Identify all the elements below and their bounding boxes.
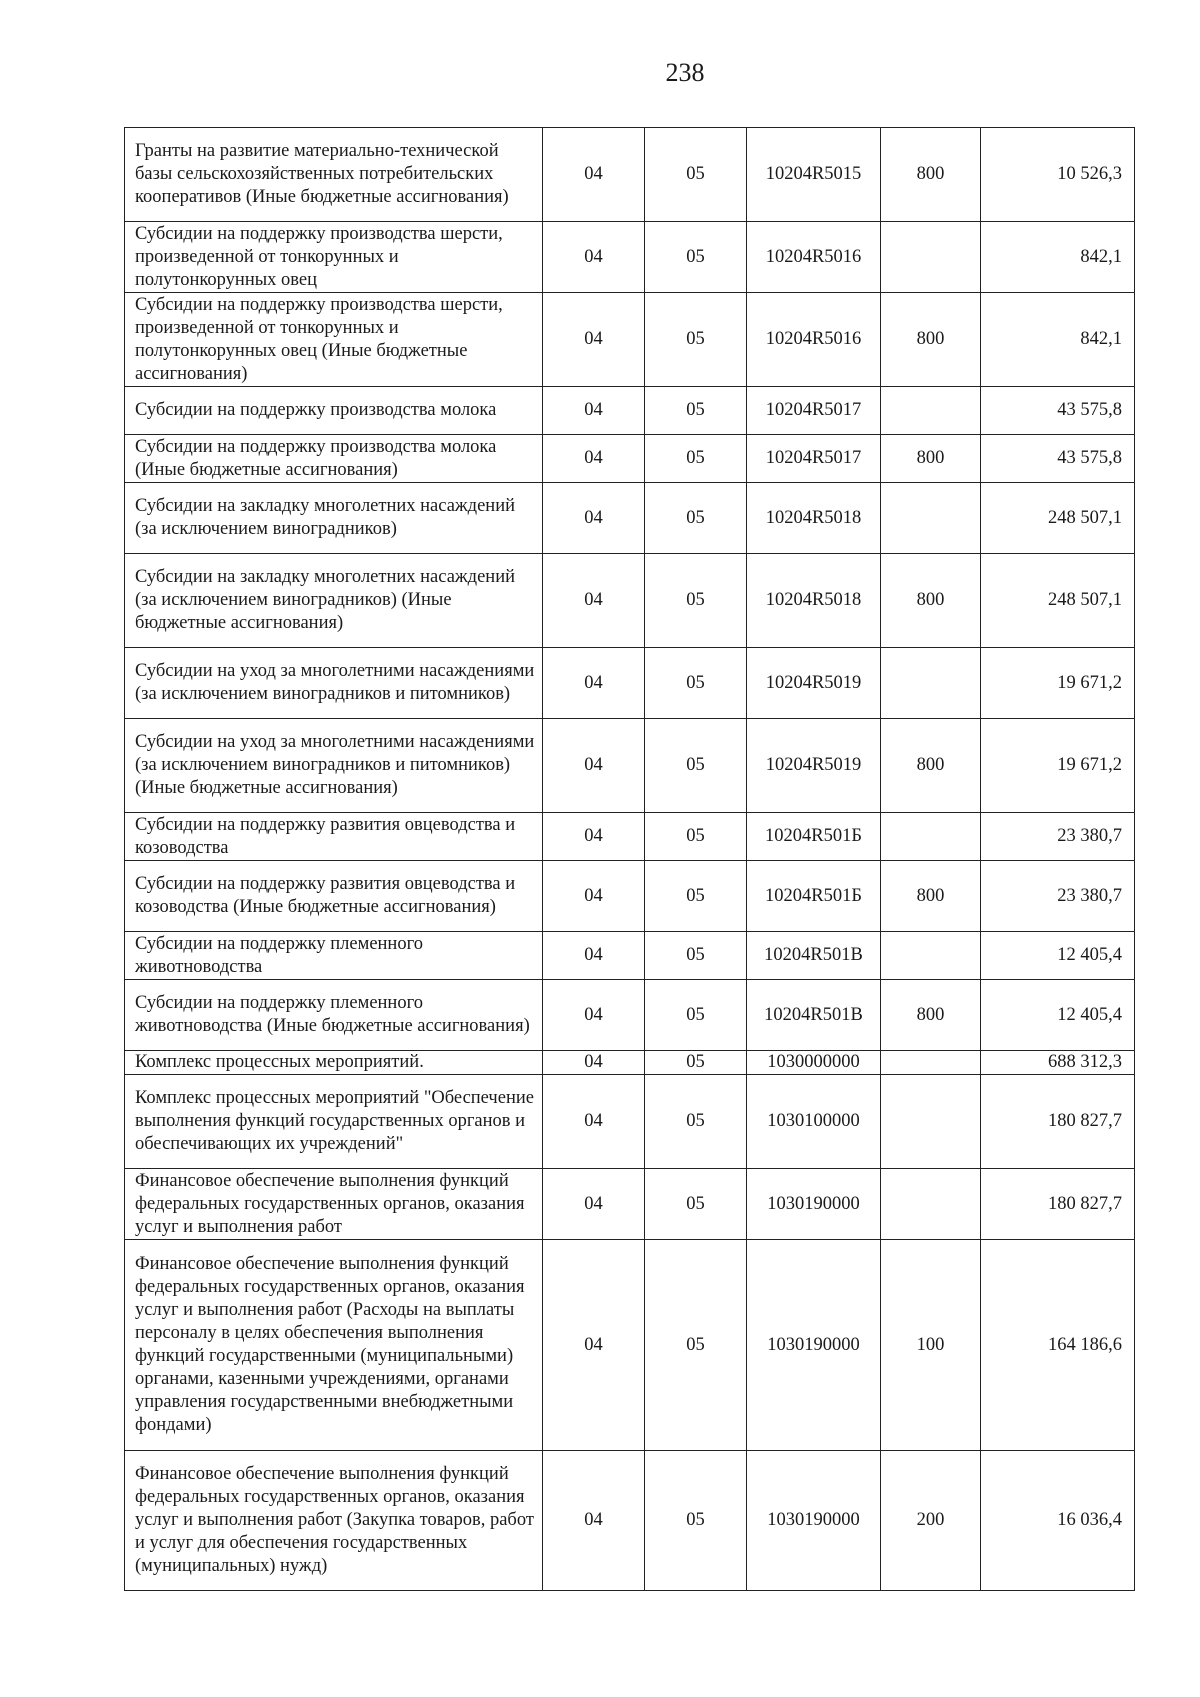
row-target-article-code: 10204R5016 xyxy=(747,222,881,293)
row-section-code: 04 xyxy=(543,435,645,483)
row-amount: 23 380,7 xyxy=(981,861,1135,932)
row-target-article-code: 10204R5018 xyxy=(747,483,881,554)
row-section-code: 04 xyxy=(543,1240,645,1451)
row-target-article-code: 1030190000 xyxy=(747,1451,881,1591)
row-amount: 19 671,2 xyxy=(981,719,1135,813)
table-row xyxy=(125,483,1135,554)
table-row xyxy=(125,293,1135,387)
table-row xyxy=(125,1451,1135,1591)
row-description: Субсидии на поддержку производства молока (Иные бюджетные ассигнования) xyxy=(125,435,543,483)
row-section-code: 04 xyxy=(543,387,645,435)
row-target-article-code: 10204R501В xyxy=(747,932,881,980)
row-expense-type-code xyxy=(881,813,981,861)
table-row xyxy=(125,813,1135,861)
row-expense-type-code: 800 xyxy=(881,980,981,1051)
row-expense-type-code: 800 xyxy=(881,293,981,387)
row-expense-type-code: 800 xyxy=(881,435,981,483)
row-description: Гранты на развитие материально-технической базы сельскохозяйственных потребительских кооперативов (Иные бюджетные ассигнования) xyxy=(125,128,543,222)
row-amount: 43 575,8 xyxy=(981,387,1135,435)
row-target-article-code: 10204R5016 xyxy=(747,293,881,387)
row-target-article-code: 1030190000 xyxy=(747,1169,881,1240)
row-amount: 23 380,7 xyxy=(981,813,1135,861)
row-expense-type-code xyxy=(881,222,981,293)
row-subsection-code: 05 xyxy=(645,483,747,554)
row-target-article-code: 10204R501В xyxy=(747,980,881,1051)
row-target-article-code: 1030190000 xyxy=(747,1240,881,1451)
table-row xyxy=(125,222,1135,293)
row-section-code: 04 xyxy=(543,861,645,932)
row-description: Субсидии на поддержку племенного животноводства (Иные бюджетные ассигнования) xyxy=(125,980,543,1051)
table-row xyxy=(125,435,1135,483)
row-expense-type-code xyxy=(881,1169,981,1240)
row-expense-type-code xyxy=(881,483,981,554)
row-subsection-code: 05 xyxy=(645,435,747,483)
row-subsection-code: 05 xyxy=(645,387,747,435)
row-section-code: 04 xyxy=(543,1075,645,1169)
row-expense-type-code xyxy=(881,648,981,719)
row-amount: 842,1 xyxy=(981,222,1135,293)
budget-table xyxy=(124,127,1135,1591)
table-row xyxy=(125,719,1135,813)
row-expense-type-code xyxy=(881,1051,981,1075)
row-subsection-code: 05 xyxy=(645,861,747,932)
row-subsection-code: 05 xyxy=(645,1169,747,1240)
row-subsection-code: 05 xyxy=(645,719,747,813)
row-section-code: 04 xyxy=(543,648,645,719)
row-section-code: 04 xyxy=(543,128,645,222)
row-expense-type-code xyxy=(881,387,981,435)
row-target-article-code: 10204R501Б xyxy=(747,861,881,932)
table-row xyxy=(125,387,1135,435)
row-subsection-code: 05 xyxy=(645,813,747,861)
row-subsection-code: 05 xyxy=(645,1075,747,1169)
table-row xyxy=(125,1075,1135,1169)
row-subsection-code: 05 xyxy=(645,980,747,1051)
row-section-code: 04 xyxy=(543,222,645,293)
row-target-article-code: 10204R5019 xyxy=(747,648,881,719)
row-section-code: 04 xyxy=(543,932,645,980)
row-amount: 180 827,7 xyxy=(981,1169,1135,1240)
row-subsection-code: 05 xyxy=(645,1051,747,1075)
row-description: Субсидии на поддержку развития овцеводства и козоводства (Иные бюджетные ассигнования) xyxy=(125,861,543,932)
budget-table-body xyxy=(125,128,1135,1591)
row-subsection-code: 05 xyxy=(645,222,747,293)
row-description: Субсидии на поддержку производства шерсти, произведенной от тонкорунных и полутонкорунных овец xyxy=(125,222,543,293)
row-target-article-code: 10204R501Б xyxy=(747,813,881,861)
row-description: Субсидии на поддержку производства молока xyxy=(125,387,543,435)
row-amount: 688 312,3 xyxy=(981,1051,1135,1075)
row-section-code: 04 xyxy=(543,554,645,648)
table-row xyxy=(125,1169,1135,1240)
row-description: Субсидии на уход за многолетними насаждениями (за исключением виноградников и питомников) (Иные бюджетные ассигнования) xyxy=(125,719,543,813)
row-amount: 43 575,8 xyxy=(981,435,1135,483)
table-row xyxy=(125,128,1135,222)
row-subsection-code: 05 xyxy=(645,554,747,648)
row-target-article-code: 10204R5019 xyxy=(747,719,881,813)
row-description: Субсидии на закладку многолетних насаждений (за исключением виноградников) (Иные бюджетные ассигнования) xyxy=(125,554,543,648)
row-expense-type-code: 800 xyxy=(881,719,981,813)
row-section-code: 04 xyxy=(543,1051,645,1075)
row-amount: 180 827,7 xyxy=(981,1075,1135,1169)
row-expense-type-code: 800 xyxy=(881,554,981,648)
row-section-code: 04 xyxy=(543,813,645,861)
row-expense-type-code: 800 xyxy=(881,128,981,222)
row-amount: 19 671,2 xyxy=(981,648,1135,719)
row-expense-type-code xyxy=(881,932,981,980)
row-target-article-code: 10204R5017 xyxy=(747,435,881,483)
row-section-code: 04 xyxy=(543,980,645,1051)
row-target-article-code: 1030000000 xyxy=(747,1051,881,1075)
row-section-code: 04 xyxy=(543,483,645,554)
row-subsection-code: 05 xyxy=(645,932,747,980)
row-target-article-code: 1030100000 xyxy=(747,1075,881,1169)
row-subsection-code: 05 xyxy=(645,293,747,387)
table-row xyxy=(125,861,1135,932)
row-target-article-code: 10204R5017 xyxy=(747,387,881,435)
row-subsection-code: 05 xyxy=(645,128,747,222)
row-amount: 12 405,4 xyxy=(981,980,1135,1051)
row-amount: 16 036,4 xyxy=(981,1451,1135,1591)
page-number: 238 xyxy=(665,58,705,87)
row-expense-type-code: 200 xyxy=(881,1451,981,1591)
row-amount: 12 405,4 xyxy=(981,932,1135,980)
row-subsection-code: 05 xyxy=(645,1240,747,1451)
row-amount: 164 186,6 xyxy=(981,1240,1135,1451)
row-description: Субсидии на закладку многолетних насаждений (за исключением виноградников) xyxy=(125,483,543,554)
row-target-article-code: 10204R5018 xyxy=(747,554,881,648)
table-row xyxy=(125,554,1135,648)
table-row xyxy=(125,980,1135,1051)
row-description: Финансовое обеспечение выполнения функций федеральных государственных органов, оказания услуг и выполнения работ xyxy=(125,1169,543,1240)
table-row xyxy=(125,932,1135,980)
row-expense-type-code: 800 xyxy=(881,861,981,932)
row-amount: 842,1 xyxy=(981,293,1135,387)
row-amount: 248 507,1 xyxy=(981,554,1135,648)
row-expense-type-code xyxy=(881,1075,981,1169)
row-description: Финансовое обеспечение выполнения функций федеральных государственных органов, оказания услуг и выполнения работ (Расходы на выплаты персоналу в целях обеспечения выполнения функций государственными (муниципальными) органами, казенными учреждениями, органами управления государственными внебюджетными фондами) xyxy=(125,1240,543,1451)
row-description: Субсидии на поддержку племенного животноводства xyxy=(125,932,543,980)
row-expense-type-code: 100 xyxy=(881,1240,981,1451)
row-amount: 10 526,3 xyxy=(981,128,1135,222)
row-subsection-code: 05 xyxy=(645,1451,747,1591)
row-subsection-code: 05 xyxy=(645,648,747,719)
row-description: Финансовое обеспечение выполнения функций федеральных государственных органов, оказания услуг и выполнения работ (Закупка товаров, работ и услуг для обеспечения государственных (муниципальных) нужд) xyxy=(125,1451,543,1591)
row-description: Субсидии на поддержку производства шерсти, произведенной от тонкорунных и полутонкорунных овец (Иные бюджетные ассигнования) xyxy=(125,293,543,387)
row-description: Субсидии на поддержку развития овцеводства и козоводства xyxy=(125,813,543,861)
table-row xyxy=(125,648,1135,719)
row-section-code: 04 xyxy=(543,719,645,813)
row-amount: 248 507,1 xyxy=(981,483,1135,554)
row-description: Комплекс процессных мероприятий. xyxy=(125,1051,543,1075)
row-section-code: 04 xyxy=(543,293,645,387)
row-description: Субсидии на уход за многолетними насаждениями (за исключением виноградников и питомников) xyxy=(125,648,543,719)
row-target-article-code: 10204R5015 xyxy=(747,128,881,222)
row-section-code: 04 xyxy=(543,1169,645,1240)
table-row xyxy=(125,1051,1135,1075)
row-section-code: 04 xyxy=(543,1451,645,1591)
row-description: Комплекс процессных мероприятий "Обеспечение выполнения функций государственных органов и обеспечивающих их учреждений" xyxy=(125,1075,543,1169)
table-row xyxy=(125,1240,1135,1451)
